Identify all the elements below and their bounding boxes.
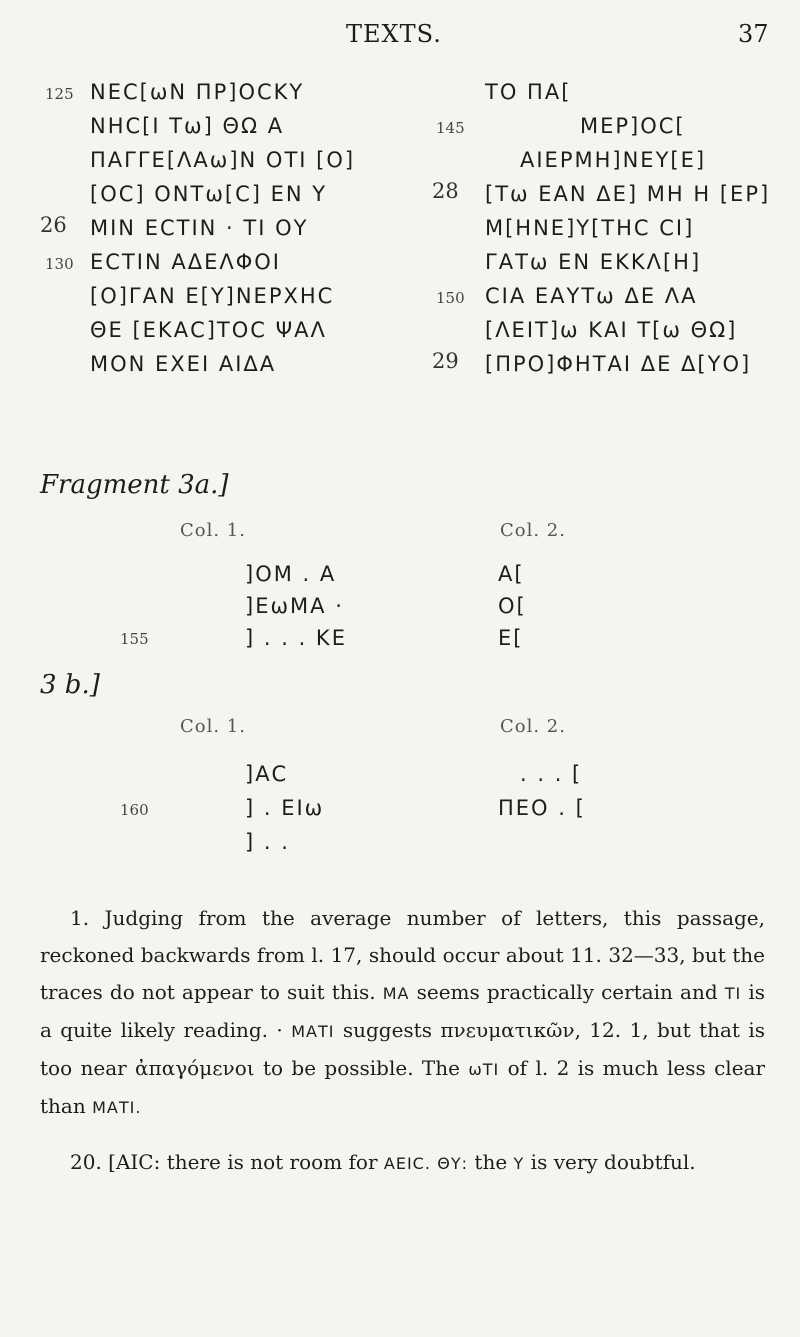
text-line: ϹΙΑ ΕΑΥΤω ΔΕ ΛΑ — [485, 284, 698, 308]
uncial-ref: ωΤΙ — [468, 1060, 500, 1079]
margin-number: 29 — [432, 349, 459, 373]
text-line: ΝΗϹ[Ι Τω] ΘΩ Α — [90, 114, 285, 138]
text-line: Μ[ΗΝΕ]Υ[ΤΗϹ ϹΙ] — [485, 216, 695, 240]
text-line: [ΟϹ] ΟΝΤω[Ϲ] ΕΝ Υ — [90, 182, 328, 206]
uncial-ref: ΑΕΙϹ. — [383, 1154, 431, 1173]
text-line: ΓΑΤω ΕΝ ΕΚΚΛ[Η] — [485, 250, 702, 274]
uncial-ref: ΘΥ: — [437, 1154, 469, 1173]
note-20 — [40, 1144, 765, 1182]
note-text: is very doubtful. — [530, 1150, 696, 1174]
note-1 — [40, 900, 765, 1126]
fragment-3a-title: Fragment 3a.] — [40, 470, 229, 500]
text-line: ]ΟΜ . Α — [245, 562, 337, 586]
col-2-label: Col. 2. — [500, 520, 566, 541]
col-1-label: Col. 1. — [180, 520, 246, 541]
text-line: ΕϹΤΙΝ ΑΔΕΛΦΟΙ — [90, 250, 281, 274]
text-line: ] . . . ΚΕ — [245, 626, 347, 650]
text-line: ΠΕΟ . [ — [498, 796, 586, 820]
page-number: 37 — [738, 20, 769, 48]
text-line: ΠΑΓΓΕ[ΛΑω]Ν ΟΤΙ [Ο] — [90, 148, 356, 172]
margin-number: 28 — [432, 179, 459, 203]
text-line: ΝΕϹ[ωΝ ΠΡ]ΟϹΚΥ — [90, 80, 305, 104]
text-line: [ΠΡΟ]ΦΗΤΑΙ ΔΕ Δ[ΥΟ] — [485, 352, 752, 376]
text-line: ]ΕωΜΑ · — [245, 594, 344, 618]
note-text: seems practically certain and — [416, 980, 718, 1004]
uncial-ref: ΤΙ — [724, 984, 742, 1003]
text-line: [ΛΕΙΤ]ω ΚΑΙ Τ[ω ΘΩ] — [485, 318, 738, 342]
text-line: ΤΟ ΠΑ[ — [485, 80, 572, 104]
line-number: 145 — [436, 119, 465, 137]
col-1-label: Col. 1. — [180, 716, 246, 737]
text-line: ΘΕ [ΕΚΑϹ]ΤΟϹ ΨΑΛ — [90, 318, 327, 342]
uncial-ref: ΜΑΤΙ. — [92, 1098, 142, 1117]
line-number: 155 — [120, 630, 149, 648]
commentary-notes — [40, 900, 765, 1200]
text-line: ΑΙΕΡΜΗ]ΝΕΥ[Ε] — [520, 148, 707, 172]
note-text: the — [474, 1150, 508, 1174]
uncial-ref: Υ — [513, 1154, 525, 1173]
text-line: ]ΑϹ — [245, 762, 289, 786]
line-number: 125 — [45, 85, 74, 103]
line-number: 160 — [120, 801, 149, 819]
col-2-label: Col. 2. — [500, 716, 566, 737]
uncial-ref: ΜΑΤΙ — [291, 1022, 335, 1041]
text-line: ΜΕΡ]ΟϹ[ — [580, 114, 686, 138]
text-line: ] . ΕΙω — [245, 796, 325, 820]
text-line: Ο[ — [498, 594, 527, 618]
note-text: of l. 2 is much less clear than — [40, 1056, 766, 1118]
note-text: 20. [ΑΙϹ: there is not room for — [70, 1150, 378, 1174]
text-line: ] . . — [245, 830, 290, 854]
note-text: suggests πνευματικῶν, 12. 1, but that is too near ἀπαγόμενοι to be possible. The — [40, 1018, 766, 1080]
text-line: ΜΙΝ ΕϹΤΙΝ · ΤΙ ΟΥ — [90, 216, 309, 240]
note-text: 1. Judging from the average number of letters, this passage, reckoned backwards from l. 17, should occur about 11. 32—33, but the traces do not appear to suit this. — [40, 906, 765, 1004]
margin-number: 26 — [40, 213, 67, 237]
uncial-ref: ΜΑ — [382, 984, 410, 1003]
running-header-title: TEXTS. — [346, 20, 442, 48]
line-number: 130 — [45, 255, 74, 273]
text-line: [Ο]ΓΑΝ Ε[Υ]ΝΕΡΧΗϹ — [90, 284, 335, 308]
text-line: Α[ — [498, 562, 525, 586]
text-line: [Τω ΕΑΝ ΔΕ] ΜΗ Η [ΕΡ] — [485, 182, 771, 206]
line-number: 150 — [436, 289, 465, 307]
note-text: is a quite likely reading. · — [40, 980, 766, 1042]
text-line: Ε[ — [498, 626, 524, 650]
fragment-3b-title: 3 b.] — [40, 670, 100, 700]
text-line: . . . [ — [520, 762, 583, 786]
text-line: ΜΟΝ ΕΧΕΙ ΑΙΔΑ — [90, 352, 277, 376]
